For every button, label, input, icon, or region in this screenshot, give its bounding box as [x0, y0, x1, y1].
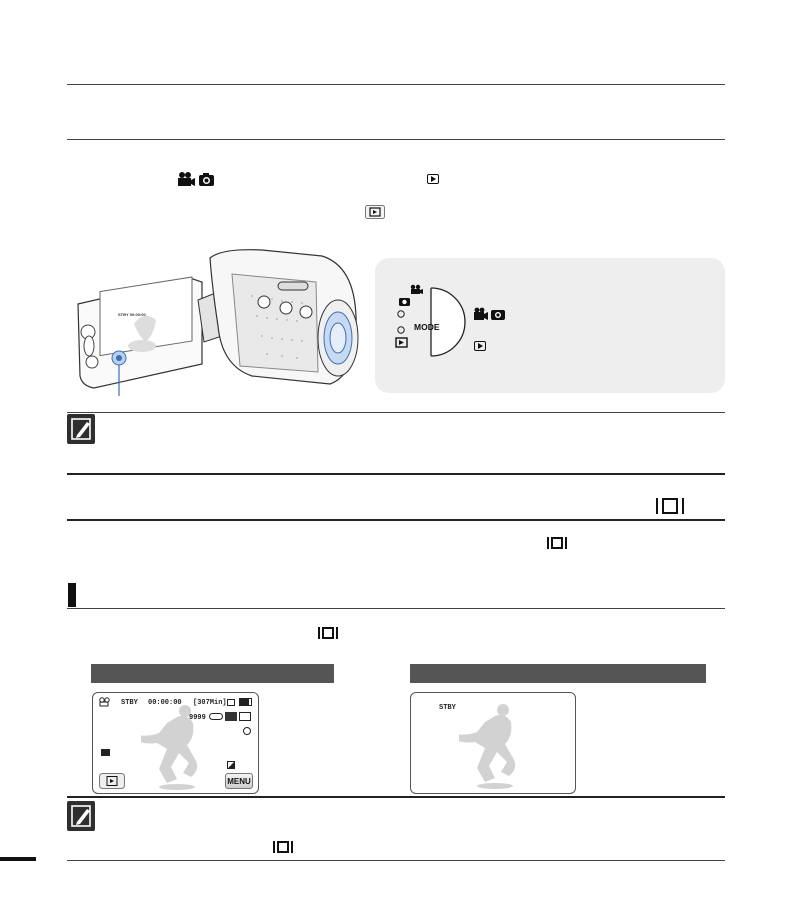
- section-underline: [67, 608, 725, 609]
- page-marker: [0, 857, 36, 861]
- svg-text:STBY 00:00:00: STBY 00:00:00: [118, 312, 146, 317]
- storage-icon: [227, 699, 235, 706]
- quality-icon: [209, 713, 223, 720]
- battery-icon: [239, 698, 252, 706]
- photo-count-text: 9999: [189, 714, 206, 722]
- photo-resolution-icon: [239, 712, 251, 721]
- display-rule-top: [67, 473, 725, 475]
- display-button-icon: [547, 536, 567, 555]
- resolution-icon: [225, 712, 237, 721]
- mode-dial-label: MODE: [414, 322, 440, 332]
- movie-camera-icon: [176, 171, 216, 187]
- minimum-display-header: [410, 664, 706, 683]
- camcorder-illustration: [72, 246, 362, 396]
- status-text: STBY: [121, 699, 138, 707]
- movie-mode-osd-icon: [99, 697, 113, 707]
- note2-rule-top: [67, 796, 725, 798]
- bottom-rule: [67, 860, 725, 861]
- full-display-screen: [92, 692, 259, 794]
- minimum-display-screen: [410, 692, 576, 794]
- menu-button[interactable]: MENU: [225, 773, 253, 789]
- section-rule: [67, 139, 725, 140]
- skater-silhouette-min: [459, 701, 529, 791]
- movie-photo-mode-icon: [473, 306, 507, 322]
- display-icon: [656, 497, 684, 520]
- top-rule: [67, 84, 725, 85]
- note-icon: [67, 414, 95, 444]
- note-rule-top: [67, 412, 725, 413]
- section-marker: [68, 583, 76, 607]
- play-button-icon: [365, 205, 385, 224]
- display-rule-bottom: [67, 519, 725, 521]
- backlight-icon: [227, 761, 235, 769]
- play-icon: [427, 171, 439, 189]
- playback-button[interactable]: [99, 773, 125, 794]
- play-mode-icon: [474, 338, 486, 356]
- note-icon-2: [67, 801, 95, 831]
- scene-icon: [101, 749, 110, 756]
- display-button-icon-2: [318, 626, 338, 645]
- remaining-time-text: [307Min]: [193, 699, 227, 707]
- timecode-text: 00:00:00: [148, 699, 182, 707]
- mode-icons-row: [176, 170, 216, 188]
- stabilizer-icon: [243, 727, 251, 735]
- full-display-header: [91, 664, 334, 683]
- mode-dial-panel: [375, 258, 725, 393]
- min-status-text: STBY: [439, 704, 456, 712]
- display-button-icon-3: [273, 840, 293, 859]
